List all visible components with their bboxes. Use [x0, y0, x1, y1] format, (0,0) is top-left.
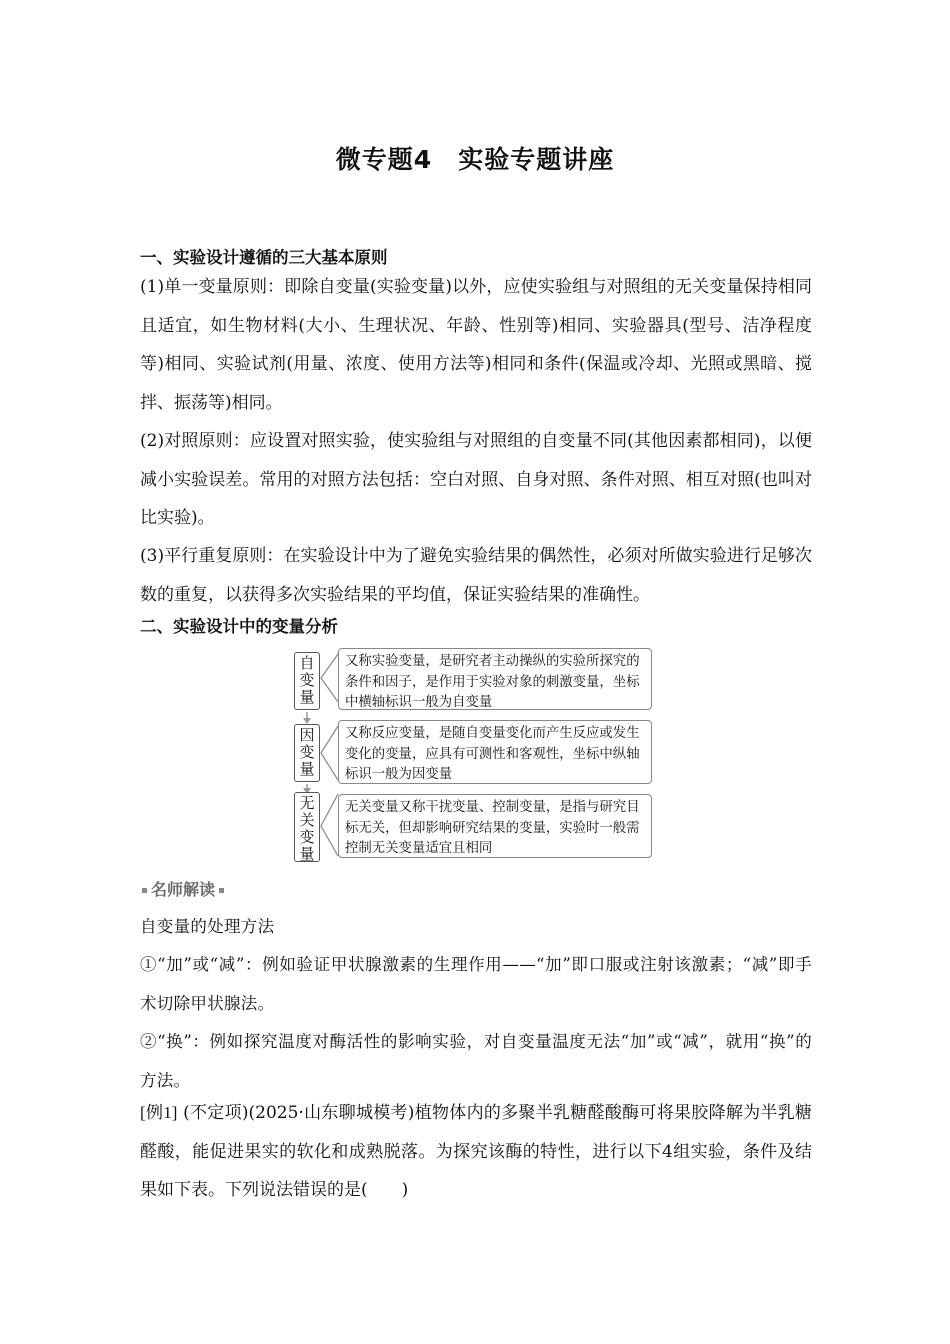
jiedu-line-2: ①“加”或“减”：例如验证甲状腺激素的生理作用——“加”即口服或注射该激素；“减”即手术切除甲状腺法。 — [140, 955, 812, 1013]
jiedu-line-1: 自变量的处理方法 — [140, 917, 275, 936]
paragraph-single-variable: (1)单一变量原则：即除自变量(实验变量)以外，应使实验组与对照组的无关变量保持相同且适宜，如生物材料(大小、生理状况、年龄、性别等)相同、实验器具(型号、洁净程度等)相同、实验试剂(用量、浓度、使用方法等)相同和条件(保温或冷却、光照或黑暗、搅拌、振荡等)相同。 — [140, 277, 812, 413]
desc-dependent-variable: 又称反应变量，是随自变量变化而产生反应或发生变化的变量，应具有可测性和客观性，坐标中纵轴标识一般为因变量 — [338, 720, 652, 784]
dot-icon — [219, 888, 224, 893]
dot-icon — [142, 888, 147, 893]
jiedu-line-3: ②“换”：例如探究温度对酶活性的影响实验，对自变量温度无法“加”或“减”，就用“换”的方法。 — [140, 1032, 812, 1090]
example-1 — [140, 1094, 812, 1210]
page-title: 微专题4 实验专题讲座 — [335, 145, 615, 174]
mingshi-label — [138, 877, 228, 900]
paragraph-repeat: (3)平行重复原则：在实验设计中为了避免实验结果的偶然性，必须对所做实验进行足够次数的重复，以获得多次实验结果的平均值，保证实验结果的准确性。 — [140, 546, 812, 605]
example-text: (不定项)(2025·山东聊城模考)植物体内的多聚半乳糖醛酸酶可将果胶降解为半乳糖醛酸，能促进果实的软化和成熟脱落。为探究该酶的特性，进行以下4组实验，条件及结果如下表。下列说法错误的是( ) — [140, 1103, 812, 1200]
paragraph-control: (2)对照原则：应设置对照实验，使实验组与对照组的自变量不同(其他因素都相同)，以便减小实验误差。常用的对照方法包括：空白对照、自身对照、条件对照、相互对照(也叫对比实验)。 — [140, 431, 812, 528]
tag-independent-variable: 自变量 — [294, 652, 320, 710]
desc-independent-variable: 又称实验变量，是研究者主动操纵的实验所探究的条件和因子，是作用于实验对象的刺激变量，坐标中横轴标识一般为自变量 — [338, 648, 652, 710]
example-label: [例1] — [140, 1103, 178, 1122]
section-heading-principles: 一、实验设计遵循的三大基本原则 — [140, 248, 388, 267]
desc-irrelevant-variable: 无关变量又称干扰变量、控制变量，是指与研究目标无关，但却影响研究结果的变量，实验时一般需控制无关变量适宜且相同 — [338, 794, 652, 858]
section-heading-variables: 二、实验设计中的变量分析 — [140, 617, 338, 636]
variable-diagram — [294, 644, 656, 862]
tag-dependent-variable: 因变量 — [294, 724, 320, 782]
tag-irrelevant-variable: 无关变量 — [294, 792, 320, 862]
mingshi-label-text: 名师解读 — [151, 880, 216, 899]
